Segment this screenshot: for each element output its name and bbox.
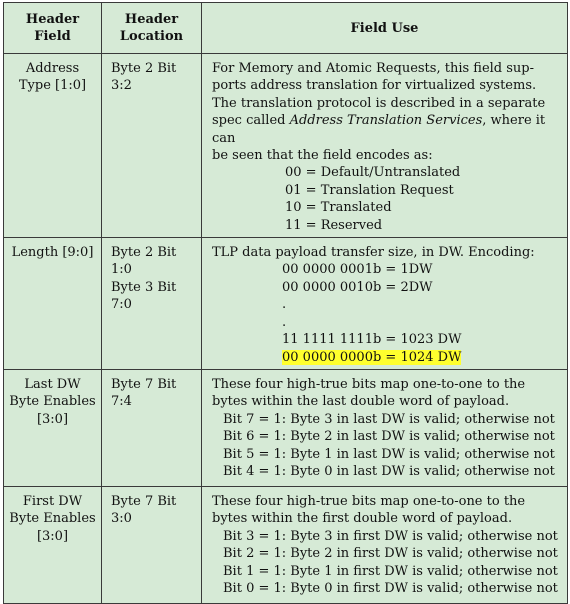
column-header-location-line2: Location [119, 29, 184, 44]
field-use-line: TLP data payload transfer size, in DW. Encoding: [212, 245, 535, 261]
bit-enable-line: Bit 3 = 1: Byte 3 in first DW is valid; otherwise not [223, 528, 558, 544]
field-name-line: [3:0] [36, 528, 69, 544]
encoding-line: 11 = Reserved [285, 217, 383, 233]
field-name-line: Byte Enables [9, 394, 96, 410]
field-use-line: bytes within the first double word of payload. [212, 511, 513, 527]
table-row [4, 238, 568, 370]
column-header-use-label: Field Use [350, 20, 419, 36]
field-location-cell [102, 486, 202, 603]
column-header-field-line1: Header [25, 12, 80, 27]
table-header-row [4, 3, 568, 54]
column-header-field-line2: Field [34, 29, 71, 44]
field-use-text: , where it can [212, 113, 546, 146]
encoding-line: 00 = Default/Untranslated [285, 165, 461, 181]
bit-enable-line: Bit 4 = 1: Byte 0 in last DW is valid; otherwise not [223, 463, 555, 479]
encoding-line: 00 0000 0010b = 2DW [282, 279, 433, 295]
encoding-line: . [282, 297, 287, 313]
field-name-line: Byte Enables [9, 511, 96, 527]
field-name-line: First DW [22, 493, 83, 509]
field-name-line: Length [9:0] [11, 245, 94, 261]
field-use-cell [202, 54, 568, 238]
column-header-location-line1: Header [124, 12, 179, 27]
table-row [4, 54, 568, 238]
field-name-line: Address [25, 61, 80, 76]
encoding-line: 10 = Translated [285, 200, 392, 216]
highlighted-encoding: 00 0000 0000b = 1024 DW [282, 349, 462, 365]
field-use-line: These four high-true bits map one-to-one to the [212, 376, 526, 392]
bit-enable-line: Bit 1 = 1: Byte 1 in first DW is valid; otherwise not [223, 563, 558, 579]
encoding-line: 00 0000 0001b = 1DW [282, 262, 433, 278]
field-use-line: The translation protocol is described in a separate [212, 95, 546, 111]
field-name-line: Type [1:0] [18, 78, 87, 94]
field-use-text: spec called [212, 113, 290, 129]
field-location-cell [102, 54, 202, 238]
bit-enable-line: Bit 5 = 1: Byte 1 in last DW is valid; otherwise not [223, 446, 555, 462]
field-use-line: For Memory and Atomic Requests, this field sup- [212, 61, 535, 76]
encoding-line: . [282, 314, 287, 330]
encoding-line: 01 = Translation Request [285, 182, 454, 198]
field-location-line: Byte 7 Bit 3:0 [111, 493, 177, 527]
bit-enable-line: Bit 0 = 1: Byte 0 in first DW is valid; otherwise not [223, 580, 558, 596]
field-name-line: [3:0] [36, 411, 69, 427]
field-use-cell [202, 486, 568, 603]
field-location-cell [102, 238, 202, 370]
spec-title-italic: Address Translation Services [289, 113, 483, 129]
field-use-line: be seen that the field encodes as: [212, 148, 433, 164]
field-use-line: bytes within the last double word of payload. [212, 394, 510, 410]
field-use-cell [202, 238, 568, 370]
bit-enable-line: Bit 2 = 1: Byte 2 in first DW is valid; otherwise not [223, 546, 558, 562]
field-location-line: Byte 2 Bit 1:0 [111, 245, 177, 278]
bit-enable-line: Bit 7 = 1: Byte 3 in last DW is valid; otherwise not [223, 411, 555, 427]
field-use-cell [202, 369, 568, 486]
encoding-line-highlighted [212, 349, 559, 366]
bit-enable-line: Bit 6 = 1: Byte 2 in last DW is valid; otherwise not [223, 429, 555, 445]
field-location-line: Byte 2 Bit 3:2 [111, 61, 177, 94]
encoding-line: 11 1111 1111b = 1023 DW [282, 332, 462, 348]
field-name-cell [4, 54, 102, 238]
field-use-line: ports address translation for virtualized systems. [212, 78, 537, 94]
column-header-location [102, 3, 202, 54]
column-header-use [202, 3, 568, 54]
table-row [4, 486, 568, 603]
field-location-line: Byte 3 Bit 7:0 [111, 279, 177, 313]
field-name-cell [4, 369, 102, 486]
field-use-line: These four high-true bits map one-to-one to the [212, 493, 526, 509]
field-location-cell [102, 369, 202, 486]
field-name-cell [4, 486, 102, 603]
field-name-line: Last DW [24, 376, 81, 392]
table-row [4, 369, 568, 486]
field-name-cell [4, 238, 102, 370]
column-header-field [4, 3, 102, 54]
field-use-line [212, 112, 559, 147]
field-location-line: Byte 7 Bit 7:4 [111, 376, 177, 410]
header-field-table-wrapper [3, 2, 567, 596]
header-field-table [3, 2, 568, 604]
